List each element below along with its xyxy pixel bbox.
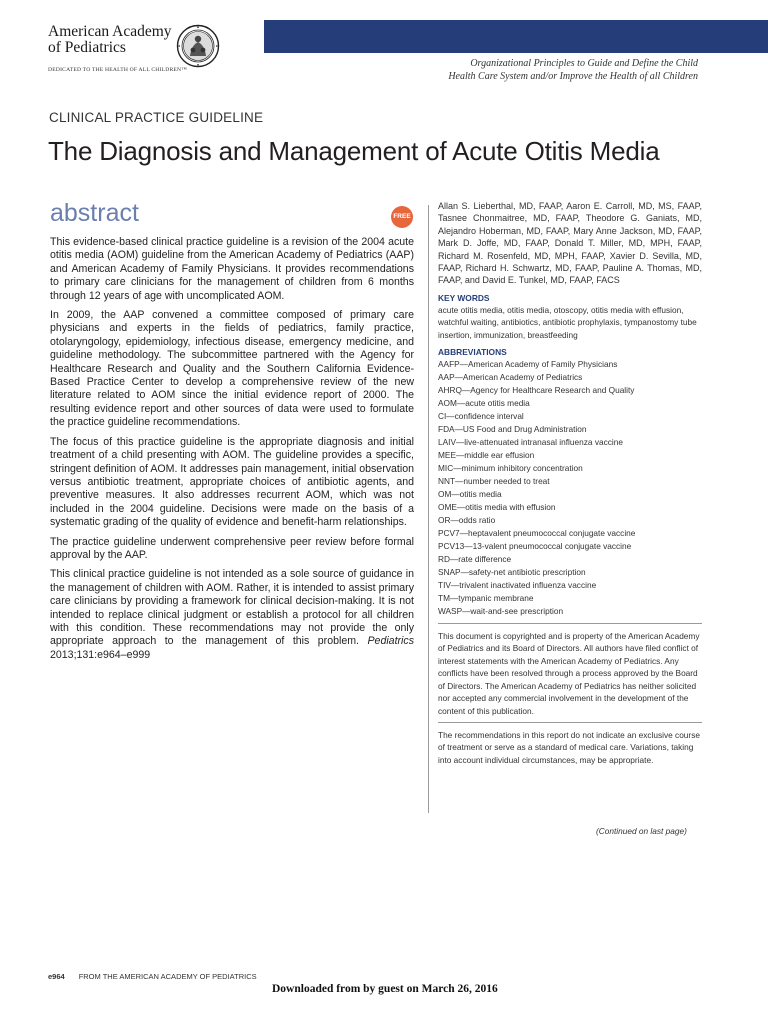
abbreviation-item: TM—tympanic membrane	[438, 593, 534, 604]
abbreviation-item: OME—otitis media with effusion	[438, 502, 556, 513]
abbreviation-item: MIC—minimum inhibitory concentration	[438, 463, 583, 474]
org-principles	[378, 58, 698, 83]
org-principles-line2: Health Care System and/or Improve the Health of all Children	[448, 70, 698, 82]
abbreviations-list	[438, 358, 702, 618]
abbreviation-item: RD—rate difference	[438, 554, 512, 565]
abstract-paragraph: The focus of this practice guideline is the appropriate diagnosis and initial treatment of a child presenting with AOM. The guideline provides a specific, stringent definition of AOM. It addresses pain management, initial observation versus antibiotic treatment, appropriate choices of antibiotic agents, and preventive measures. It also addresses recurrent AOM, which was not included in the 2004 guideline. Decisions were made on the basis of a systematic grading of the quality of evidence and benefit-harm relationships.	[50, 435, 414, 529]
abbreviation-item: OR—odds ratio	[438, 515, 496, 526]
keywords-title: KEY WORDS	[438, 292, 490, 303]
column-divider	[428, 205, 429, 813]
abbreviation-item: OM—otitis media	[438, 489, 502, 500]
abstract-heading: abstract	[50, 199, 139, 227]
copyright-notice: This document is copyrighted and is property of the American Academy of Pediatrics and its Board of Directors. All authors have filed conflict of interest statements with the American Academy of Pediatrics. Any conflicts have been resolved through a process approved by the Board of Directors. The American Academy of Pediatrics has neither solicited nor accepted any commercial involvement in the development of the content of this publication.	[438, 631, 700, 716]
aap-logo	[48, 24, 258, 80]
abbreviation-item: NNT—number needed to treat	[438, 476, 550, 487]
abbreviation-item: CI—confidence interval	[438, 411, 524, 422]
sidebar-divider	[438, 722, 702, 723]
footer-source: FROM THE AMERICAN ACADEMY OF PEDIATRICS	[78, 972, 257, 981]
header-color-bar	[264, 20, 768, 53]
abbreviation-item: AOM—acute otitis media	[438, 398, 530, 409]
disclaimer-notice: The recommendations in this report do not indicate an exclusive course of treatment or serve as a standard of medical care. Variations, taking into account individual circumstances, may be appropriate.	[438, 729, 700, 765]
logo-name-line1: American Academy	[48, 23, 172, 40]
abstract-paragraph: This evidence-based clinical practice guideline is a revision of the 2004 acute otitis media (AOM) guideline from the American Academy of Pediatrics (AAP) and American Academy of Family Physicians. It provides recommendations to primary care clinicians for the management of children from 6 months through 12 years of age with uncomplicated AOM.	[50, 236, 414, 302]
citation-details: 2013;131:e964–e999	[50, 648, 151, 661]
abbreviations-title: ABBREVIATIONS	[438, 347, 507, 358]
abbreviation-item: PCV13—13-valent pneumococcal conjugate vaccine	[438, 541, 632, 552]
abbreviation-item: WASP—wait-and-see prescription	[438, 606, 564, 617]
guideline-label: CLINICAL PRACTICE GUIDELINE	[49, 110, 264, 125]
abstract-paragraph: In 2009, the AAP convened a committee composed of primary care physicians and experts in the fields of pediatrics, family practice, otolaryngology, epidemiology, infectious disease, emergency medicine, and guideline methodology. The subcommittee partnered with the Agency for Healthcare Research and Quality and the Southern California Evidence-Based Practice Center to develop a comprehensive review of the new literature related to AOM since the initial evidence report of 2000. The resulting evidence report and other sources of data were used to formulate the practice guideline recommendations.	[50, 309, 414, 429]
abstract-last-text: This clinical practice guideline is not intended as a sole source of guidance in the management of children with AOM. Rather, it is intended to assist primary care clinicians by providing a framework for clinical decision-making. It is not intended to replace clinical judgment or establish a protocol for all children with this condition. These recommendations may not provide the only appropriate approach to the management of this problem.	[50, 568, 414, 648]
org-principles-line1: Organizational Principles to Guide and Define the Child	[470, 58, 698, 69]
abbreviation-item: AHRQ—Agency for Healthcare Research and Quality	[438, 385, 635, 396]
aap-seal-icon	[176, 24, 220, 68]
abstract-paragraph: The practice guideline underwent comprehensive peer review before formal approval by the AAP.	[50, 535, 414, 561]
author-list: Allan S. Lieberthal, MD, FAAP, Aaron E. Carroll, MD, MS, FAAP, Tasnee Chonmaitree, MD, FAAP, Theodore G. Ganiats, MD, Alejandro Hoberman, MD, FAAP, Mary Anne Jackson, MD, FAAP, Mark D. Joffe, MD, FAAP, Donald T. Miller, MD, MPH, FAAP, Richard M. Rosenfeld, MD, MPH, FAAP, Xavier D. Sevilla, MD, FAAP, Richard H. Schwartz, MD, FAAP, Pauline A. Thomas, MD, FAAP, and David E. Tunkel, MD, FAAP, FACS	[438, 201, 702, 286]
abbreviation-item: AAP—American Academy of Pediatrics	[438, 372, 583, 383]
free-badge: FREE	[391, 206, 413, 228]
abbreviation-item: PCV7—heptavalent pneumococcal conjugate vaccine	[438, 528, 636, 539]
abbreviation-item: LAIV—live-attenuated intranasal influenza vaccine	[438, 437, 623, 448]
logo-tagline: DEDICATED TO THE HEALTH OF ALL CHILDREN™	[48, 67, 187, 73]
abstract-body	[50, 236, 414, 668]
download-stamp: Downloaded from by guest on March 26, 2016	[272, 983, 498, 995]
article-title: The Diagnosis and Management of Acute Otitis Media	[48, 136, 660, 166]
citation-journal: Pediatrics	[367, 635, 414, 648]
page-footer	[48, 972, 257, 981]
keywords-text: acute otitis media, otitis media, otoscopy, otitis media with effusion, watchful waiting, antibiotics, antibiotic prophylaxis, tympanostomy tube insertion, immunization, breastfeeding	[438, 304, 697, 340]
logo-name-line2: of Pediatrics	[48, 39, 126, 56]
abbreviation-item: MEE—middle ear effusion	[438, 450, 535, 461]
continued-note: (Continued on last page)	[596, 826, 687, 836]
sidebar-divider	[438, 623, 702, 624]
sidebar-column	[438, 200, 702, 766]
abstract-paragraph-last	[50, 568, 414, 662]
abbreviation-item: FDA—US Food and Drug Administration	[438, 424, 587, 435]
abbreviation-item: SNAP—safety-net antibiotic prescription	[438, 567, 586, 578]
abbreviation-item: AAFP—American Academy of Family Physicians	[438, 359, 618, 370]
page-number: e964	[48, 972, 65, 981]
abbreviation-item: TIV—trivalent inactivated influenza vaccine	[438, 580, 597, 591]
